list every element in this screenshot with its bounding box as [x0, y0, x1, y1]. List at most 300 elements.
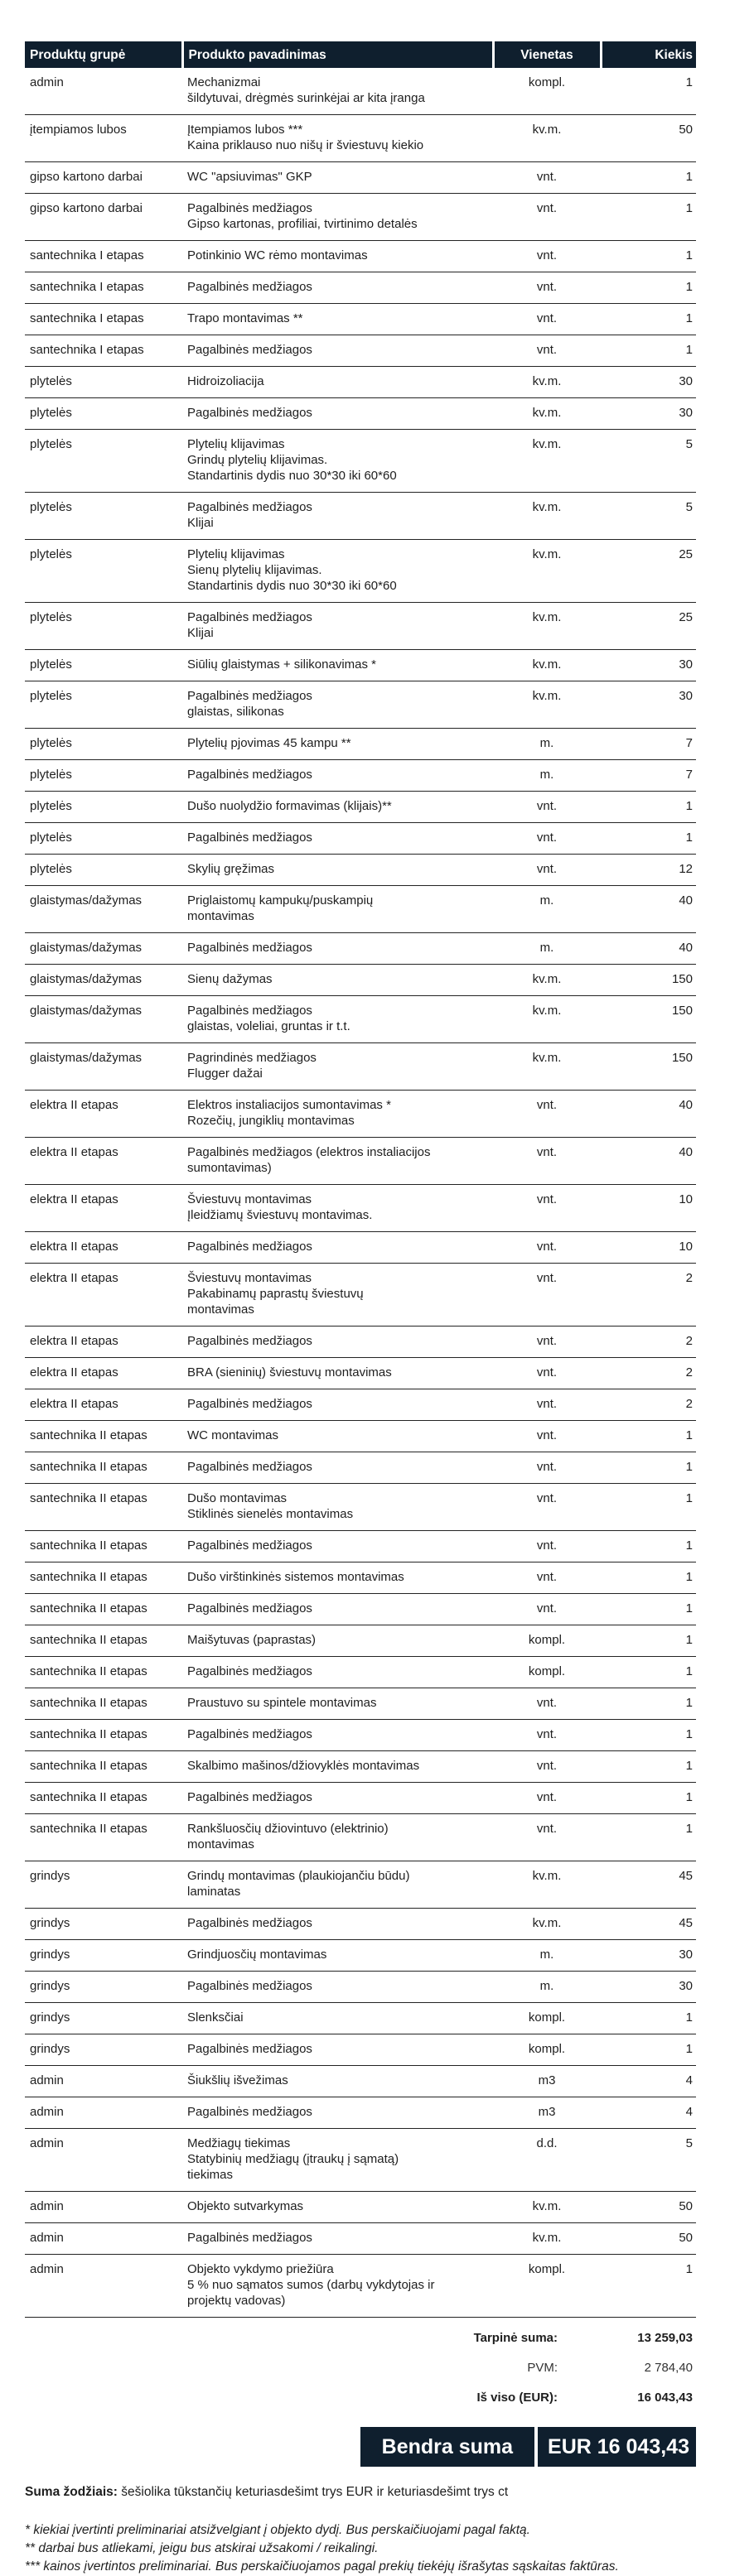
cell-unit: vnt.: [493, 272, 601, 304]
cell-product-name: [182, 1562, 493, 1594]
product-description-line: Statybinių medžiagų (įtraukų į sąmatą): [187, 2152, 399, 2166]
header-product-name: Produkto pavadinimas: [182, 41, 493, 68]
cell-product-name: [182, 1972, 493, 2003]
table-row: [25, 115, 696, 162]
cell-product-name: [182, 1484, 493, 1531]
cell-product-name: [182, 886, 493, 933]
cell-group: elektra II etapas: [25, 1327, 182, 1358]
cell-group: admin: [25, 2192, 182, 2223]
table-row: [25, 493, 696, 540]
cell-unit: vnt.: [493, 241, 601, 272]
cell-unit: vnt.: [493, 1091, 601, 1138]
cell-quantity: 40: [601, 1138, 696, 1185]
product-description-line: montavimas: [187, 909, 254, 923]
cell-group: santechnika II etapas: [25, 1720, 182, 1751]
cell-unit: vnt.: [493, 194, 601, 241]
table-row: [25, 1625, 696, 1657]
product-description-line: Klijai: [187, 626, 214, 640]
table-row: [25, 1783, 696, 1814]
product-title: Šviestuvų montavimas: [187, 1192, 312, 1206]
product-title: Skylių gręžimas: [187, 862, 275, 876]
cell-group: glaistymas/dažymas: [25, 996, 182, 1043]
product-title: Trapo montavimas **: [187, 311, 303, 325]
product-description-line: Grindų plytelių klijavimas.: [187, 453, 328, 467]
cell-product-name: [182, 823, 493, 855]
cell-unit: vnt.: [493, 1751, 601, 1783]
product-title: Pagalbinės medžiagos: [187, 610, 312, 624]
cell-group: plytelės: [25, 430, 182, 493]
cell-group: elektra II etapas: [25, 1358, 182, 1389]
cell-unit: kompl.: [493, 2255, 601, 2318]
table-row: [25, 1327, 696, 1358]
table-row: [25, 1861, 696, 1909]
cell-unit: kompl.: [493, 68, 601, 115]
cell-quantity: 1: [601, 68, 696, 115]
table-row: [25, 241, 696, 272]
cell-group: elektra II etapas: [25, 1091, 182, 1138]
subtotal-label: Tarpinė suma:: [473, 2330, 558, 2345]
cell-product-name: [182, 1232, 493, 1264]
cell-quantity: 1: [601, 2003, 696, 2034]
cell-product-name: [182, 1358, 493, 1389]
product-title: Pagalbinės medžiagos: [187, 1004, 312, 1018]
footnote: *** kainos įvertintos preliminariai. Bus perskaičiuojamos pagal prekių tiekėjų išrašytas sąskaitas faktūras.: [25, 2559, 619, 2574]
cell-group: elektra II etapas: [25, 1264, 182, 1327]
cell-quantity: 30: [601, 1972, 696, 2003]
cell-unit: m3: [493, 2066, 601, 2097]
table-row: [25, 2097, 696, 2129]
cell-quantity: 1: [601, 241, 696, 272]
cell-product-name: [182, 1091, 493, 1138]
product-title: Dušo virštinkinės sistemos montavimas: [187, 1570, 404, 1584]
cell-quantity: 1: [601, 1657, 696, 1688]
total-label: Iš viso (EUR):: [476, 2390, 558, 2405]
cell-product-name: [182, 162, 493, 194]
cell-group: admin: [25, 2066, 182, 2097]
product-description-line: Rozečių, jungiklių montavimas: [187, 1114, 355, 1128]
product-title: Objekto vykdymo priežiūra: [187, 2262, 334, 2276]
table-body: [25, 68, 696, 2318]
grand-total-value: EUR 16 043,43: [538, 2427, 696, 2467]
product-description-line: sumontavimas): [187, 1161, 272, 1175]
cell-group: plytelės: [25, 367, 182, 398]
amount-in-words: [25, 2485, 696, 2500]
cell-quantity: 10: [601, 1185, 696, 1232]
product-description-line: Kaina priklauso nuo nišų ir šviestuvų kiekio: [187, 138, 424, 152]
cell-product-name: [182, 681, 493, 729]
cell-quantity: 1: [601, 194, 696, 241]
product-title: Praustuvo su spintele montavimas: [187, 1696, 377, 1710]
cell-unit: vnt.: [493, 1688, 601, 1720]
cell-group: plytelės: [25, 823, 182, 855]
cell-unit: kv.m.: [493, 367, 601, 398]
cell-product-name: [182, 1389, 493, 1421]
cell-unit: vnt.: [493, 1783, 601, 1814]
table-row: [25, 933, 696, 965]
cell-product-name: [182, 1138, 493, 1185]
cell-product-name: [182, 493, 493, 540]
table-header-row: [25, 41, 696, 68]
cell-quantity: 2: [601, 1264, 696, 1327]
cell-product-name: [182, 760, 493, 792]
table-row: [25, 1972, 696, 2003]
cell-product-name: [182, 2129, 493, 2192]
cell-product-name: [182, 1625, 493, 1657]
product-title: Sienų dažymas: [187, 972, 273, 986]
cell-unit: vnt.: [493, 1264, 601, 1327]
cell-product-name: [182, 540, 493, 603]
cell-quantity: 10: [601, 1232, 696, 1264]
cell-group: santechnika II etapas: [25, 1783, 182, 1814]
product-title: Pagalbinės medžiagos: [187, 2042, 312, 2056]
cell-unit: vnt.: [493, 1814, 601, 1861]
header-group: Produktų grupė: [25, 41, 182, 68]
cell-group: santechnika II etapas: [25, 1484, 182, 1531]
cell-quantity: 40: [601, 1091, 696, 1138]
cell-product-name: [182, 335, 493, 367]
vat-label: PVM:: [527, 2360, 558, 2375]
table-row: [25, 1688, 696, 1720]
product-title: Šiukšlių išvežimas: [187, 2073, 288, 2087]
table-row: [25, 1814, 696, 1861]
product-title: Pagalbinės medžiagos: [187, 406, 312, 420]
cell-group: santechnika I etapas: [25, 272, 182, 304]
table-row: [25, 1185, 696, 1232]
product-title: Pagalbinės medžiagos: [187, 1664, 312, 1678]
table-row: [25, 2129, 696, 2192]
cell-unit: m.: [493, 933, 601, 965]
cell-quantity: 5: [601, 2129, 696, 2192]
header-quantity: Kiekis: [601, 41, 696, 68]
cell-quantity: 1: [601, 1562, 696, 1594]
cell-unit: vnt.: [493, 1138, 601, 1185]
table-row: [25, 1531, 696, 1562]
table-row: [25, 792, 696, 823]
cell-quantity: 1: [601, 1625, 696, 1657]
table-row: [25, 1043, 696, 1091]
cell-quantity: 40: [601, 886, 696, 933]
table-row: [25, 430, 696, 493]
cell-product-name: [182, 1657, 493, 1688]
cell-quantity: 50: [601, 115, 696, 162]
subtotal-row: [25, 2323, 696, 2352]
cell-group: grindys: [25, 2003, 182, 2034]
product-title: Plytelių pjovimas 45 kampu **: [187, 736, 351, 750]
cell-group: gipso kartono darbai: [25, 194, 182, 241]
cell-group: glaistymas/dažymas: [25, 965, 182, 996]
product-title: Šviestuvų montavimas: [187, 1271, 312, 1285]
product-title: Pagalbinės medžiagos: [187, 343, 312, 357]
cell-product-name: [182, 650, 493, 681]
cell-unit: vnt.: [493, 1421, 601, 1452]
cell-unit: kv.m.: [493, 996, 601, 1043]
product-title: Pagalbinės medžiagos: [187, 1727, 312, 1741]
cell-group: santechnika I etapas: [25, 335, 182, 367]
cell-product-name: [182, 996, 493, 1043]
cell-quantity: 30: [601, 681, 696, 729]
table-row: [25, 1389, 696, 1421]
cell-unit: kv.m.: [493, 540, 601, 603]
cell-quantity: 45: [601, 1861, 696, 1909]
cell-quantity: 1: [601, 272, 696, 304]
product-title: Pagalbinės medžiagos: [187, 1979, 312, 1993]
cell-unit: m.: [493, 886, 601, 933]
table-row: [25, 1720, 696, 1751]
table-row: [25, 1940, 696, 1972]
cell-unit: kv.m.: [493, 2223, 601, 2255]
amount-in-words-text: šešiolika tūkstančių keturiasdešimt trys EUR ir keturiasdešimt trys ct: [121, 2485, 509, 2499]
cell-quantity: 40: [601, 933, 696, 965]
product-title: Hidroizoliacija: [187, 374, 264, 388]
table-row: [25, 1264, 696, 1327]
cell-product-name: [182, 1909, 493, 1940]
table-row: [25, 1452, 696, 1484]
table-row: [25, 2034, 696, 2066]
cell-product-name: [182, 68, 493, 115]
cell-quantity: 1: [601, 1814, 696, 1861]
cell-unit: kompl.: [493, 2034, 601, 2066]
cell-group: admin: [25, 68, 182, 115]
grand-total-label: Bendra suma: [360, 2427, 534, 2467]
product-title: Siūlių glaistymas + silikonavimas *: [187, 657, 377, 672]
cell-group: santechnika II etapas: [25, 1531, 182, 1562]
cell-product-name: [182, 115, 493, 162]
cell-quantity: 1: [601, 2255, 696, 2318]
cell-unit: vnt.: [493, 1452, 601, 1484]
cell-group: santechnika II etapas: [25, 1594, 182, 1625]
table-row: [25, 1909, 696, 1940]
table-row: [25, 1421, 696, 1452]
cell-quantity: 1: [601, 792, 696, 823]
cell-product-name: [182, 603, 493, 650]
product-title: Pagalbinės medžiagos: [187, 689, 312, 703]
product-description-line: Įleidžiamų šviestuvų montavimas.: [187, 1208, 373, 1222]
cell-unit: vnt.: [493, 1531, 601, 1562]
product-title: Grindų montavimas (plaukiojančiu būdu): [187, 1869, 410, 1883]
cell-quantity: 1: [601, 1751, 696, 1783]
product-description-line: projektų vadovas): [187, 2294, 286, 2308]
product-description-line: montavimas: [187, 1837, 254, 1851]
cell-unit: vnt.: [493, 1594, 601, 1625]
product-description-line: Gipso kartonas, profiliai, tvirtinimo detalės: [187, 217, 418, 231]
table-row: [25, 603, 696, 650]
product-description-line: Stiklinės sienelės montavimas: [187, 1507, 354, 1521]
cell-unit: kv.m.: [493, 398, 601, 430]
cell-group: admin: [25, 2223, 182, 2255]
cell-product-name: [182, 2192, 493, 2223]
table-row: [25, 2223, 696, 2255]
product-title: Elektros instaliacijos sumontavimas *: [187, 1098, 391, 1112]
table-row: [25, 2066, 696, 2097]
cell-group: santechnika I etapas: [25, 241, 182, 272]
cell-quantity: 5: [601, 430, 696, 493]
product-title: Grindjuosčių montavimas: [187, 1948, 327, 1962]
cell-group: plytelės: [25, 493, 182, 540]
cell-unit: kv.m.: [493, 603, 601, 650]
cell-quantity: 1: [601, 1720, 696, 1751]
product-title: Pagalbinės medžiagos: [187, 2105, 312, 2119]
cell-unit: kompl.: [493, 1657, 601, 1688]
cell-unit: kv.m.: [493, 965, 601, 996]
cell-product-name: [182, 1327, 493, 1358]
cell-quantity: 1: [601, 1594, 696, 1625]
product-title: Pagalbinės medžiagos: [187, 500, 312, 514]
cell-quantity: 1: [601, 1452, 696, 1484]
cell-product-name: [182, 1185, 493, 1232]
header-unit: Vienetas: [493, 41, 601, 68]
cell-product-name: [182, 1594, 493, 1625]
cell-product-name: [182, 1814, 493, 1861]
cell-product-name: [182, 792, 493, 823]
cell-product-name: [182, 2003, 493, 2034]
footnotes: [25, 2521, 696, 2576]
cell-quantity: 7: [601, 729, 696, 760]
cell-product-name: [182, 1421, 493, 1452]
footnote: ** darbai bus atliekami, jeigu bus atskirai užsakomi / reikalingi.: [25, 2541, 379, 2555]
product-title: Dušo nuolydžio formavimas (klijais)**: [187, 799, 392, 813]
product-description-line: Klijai: [187, 516, 214, 530]
product-title: BRA (sieninių) šviestuvų montavimas: [187, 1365, 392, 1379]
cell-product-name: [182, 2223, 493, 2255]
cell-unit: kv.m.: [493, 430, 601, 493]
product-title: Pagrindinės medžiagos: [187, 1051, 317, 1065]
cell-quantity: 1: [601, 1421, 696, 1452]
cell-unit: kompl.: [493, 2003, 601, 2034]
cell-group: plytelės: [25, 792, 182, 823]
cell-group: glaistymas/dažymas: [25, 1043, 182, 1091]
product-description-line: glaistas, silikonas: [187, 705, 284, 719]
table-row: [25, 68, 696, 115]
table-row: [25, 304, 696, 335]
cell-unit: vnt.: [493, 1389, 601, 1421]
cell-unit: m.: [493, 1972, 601, 2003]
cell-unit: vnt.: [493, 855, 601, 886]
product-title: Pagalbinės medžiagos: [187, 1538, 312, 1553]
product-title: Medžiagų tiekimas: [187, 2136, 291, 2150]
table-row: [25, 681, 696, 729]
product-description-line: Flugger dažai: [187, 1067, 263, 1081]
cell-unit: kv.m.: [493, 1043, 601, 1091]
cell-group: plytelės: [25, 855, 182, 886]
product-description-line: šildytuvai, drėgmės surinkėjai ar kita įranga: [187, 91, 425, 105]
cell-product-name: [182, 1043, 493, 1091]
product-title: Dušo montavimas: [187, 1491, 288, 1505]
cell-product-name: [182, 1264, 493, 1327]
product-title: Pagalbinės medžiagos: [187, 280, 312, 294]
product-title: Maišytuvas (paprastas): [187, 1633, 317, 1647]
product-title: Pagalbinės medžiagos: [187, 1240, 312, 1254]
product-title: Potinkinio WC rėmo montavimas: [187, 248, 368, 262]
cell-group: elektra II etapas: [25, 1138, 182, 1185]
product-title: Skalbimo mašinos/džiovyklės montavimas: [187, 1759, 420, 1773]
cell-quantity: 45: [601, 1909, 696, 1940]
product-title: Pagalbinės medžiagos (elektros instaliacijos: [187, 1145, 431, 1159]
cell-group: santechnika II etapas: [25, 1657, 182, 1688]
cell-group: grindys: [25, 1909, 182, 1940]
product-description-line: 5 % nuo sąmatos sumos (darbų vykdytojas ir: [187, 2278, 435, 2292]
table-row: [25, 965, 696, 996]
table-row: [25, 367, 696, 398]
cell-product-name: [182, 1452, 493, 1484]
cell-unit: vnt.: [493, 1358, 601, 1389]
cell-quantity: 2: [601, 1358, 696, 1389]
total-value: 16 043,43: [637, 2390, 693, 2405]
product-title: Įtempiamos lubos ***: [187, 123, 303, 137]
cell-group: santechnika II etapas: [25, 1421, 182, 1452]
table-row: [25, 1562, 696, 1594]
cell-group: santechnika II etapas: [25, 1814, 182, 1861]
cell-product-name: [182, 367, 493, 398]
cell-unit: d.d.: [493, 2129, 601, 2192]
cell-group: elektra II etapas: [25, 1185, 182, 1232]
product-title: Objekto sutvarkymas: [187, 2199, 304, 2213]
cell-unit: kv.m.: [493, 115, 601, 162]
cell-product-name: [182, 2066, 493, 2097]
cell-quantity: 150: [601, 996, 696, 1043]
cell-product-name: [182, 1861, 493, 1909]
cell-quantity: 1: [601, 823, 696, 855]
cell-quantity: 4: [601, 2066, 696, 2097]
table-row: [25, 335, 696, 367]
cell-unit: kv.m.: [493, 493, 601, 540]
cell-group: plytelės: [25, 398, 182, 430]
cell-quantity: 12: [601, 855, 696, 886]
cell-quantity: 2: [601, 1389, 696, 1421]
cell-quantity: 1: [601, 2034, 696, 2066]
product-title: Pagalbinės medžiagos: [187, 1334, 312, 1348]
product-description-line: tiekimas: [187, 2168, 234, 2182]
cell-product-name: [182, 1720, 493, 1751]
cell-product-name: [182, 2034, 493, 2066]
footnote: * kiekiai įvertinti preliminariai atsižvelgiant į objekto dydį. Bus perskaičiuojami pagal faktą.: [25, 2523, 530, 2537]
cell-unit: m.: [493, 729, 601, 760]
table-row: [25, 1091, 696, 1138]
cell-quantity: 4: [601, 2097, 696, 2129]
table-row: [25, 650, 696, 681]
table-row: [25, 398, 696, 430]
cell-product-name: [182, 1688, 493, 1720]
cell-unit: vnt.: [493, 1327, 601, 1358]
product-title: Pagalbinės medžiagos: [187, 831, 312, 845]
product-title: Pagalbinės medžiagos: [187, 1916, 312, 1930]
cell-group: grindys: [25, 1940, 182, 1972]
cell-product-name: [182, 2097, 493, 2129]
product-title: Priglaistomų kampukų/puskampių: [187, 893, 374, 908]
cell-unit: m.: [493, 760, 601, 792]
cell-quantity: 150: [601, 965, 696, 996]
cell-unit: vnt.: [493, 1484, 601, 1531]
product-title: Plytelių klijavimas: [187, 547, 285, 561]
table-row: [25, 729, 696, 760]
cell-group: santechnika I etapas: [25, 304, 182, 335]
items-table: [25, 41, 696, 2318]
vat-row: [25, 2352, 696, 2382]
cell-product-name: [182, 855, 493, 886]
table-row: [25, 540, 696, 603]
cell-product-name: [182, 304, 493, 335]
cell-quantity: 25: [601, 540, 696, 603]
product-title: Mechanizmai: [187, 75, 261, 89]
cell-unit: kv.m.: [493, 2192, 601, 2223]
cell-unit: vnt.: [493, 162, 601, 194]
cell-group: admin: [25, 2255, 182, 2318]
cell-unit: vnt.: [493, 1562, 601, 1594]
cell-quantity: 30: [601, 367, 696, 398]
cell-unit: kompl.: [493, 1625, 601, 1657]
cell-group: santechnika II etapas: [25, 1688, 182, 1720]
cell-unit: vnt.: [493, 1232, 601, 1264]
cell-quantity: 1: [601, 162, 696, 194]
